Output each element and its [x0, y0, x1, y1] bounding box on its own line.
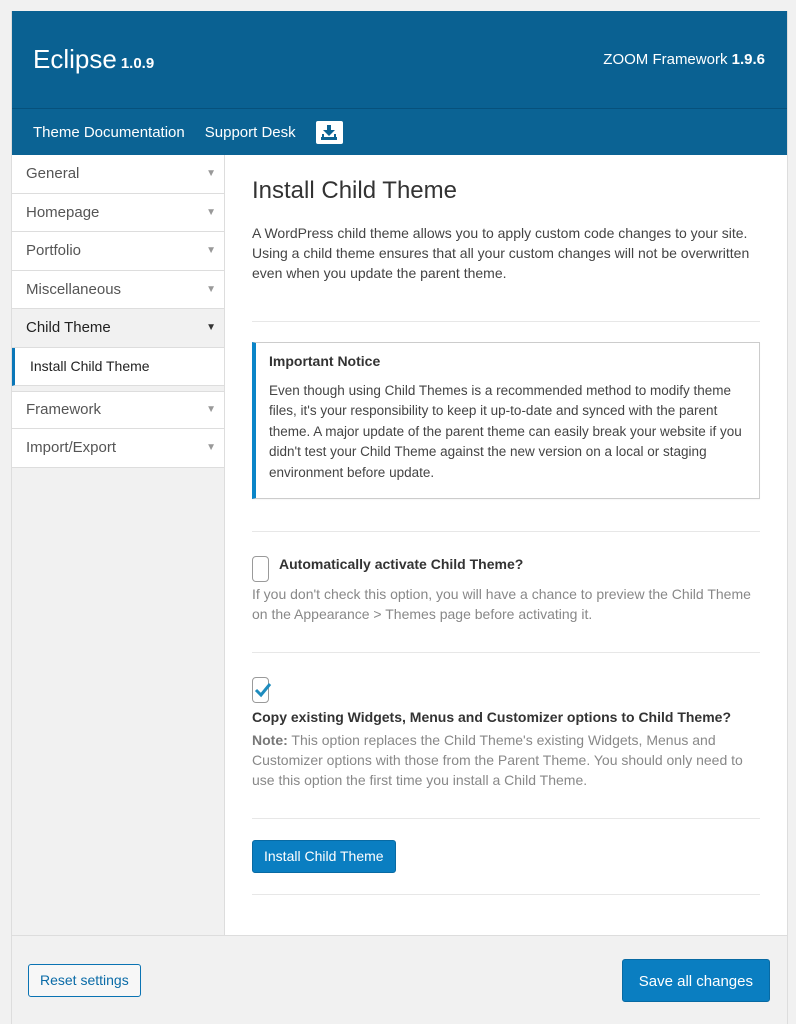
- notice-title: Important Notice: [269, 353, 381, 369]
- page-description: A WordPress child theme allows you to apply custom code changes to your site. Using a child theme ensures that all your custom changes will not be overwritten even when you update the parent theme.: [252, 223, 760, 322]
- copy-widgets-label: Copy existing Widgets, Menus and Customizer options to Child Theme?: [252, 709, 732, 726]
- framework-label: ZOOM Framework: [603, 51, 728, 68]
- save-all-changes-button[interactable]: Save all changes: [622, 959, 770, 1002]
- subnav: [12, 109, 787, 155]
- sidebar: [12, 155, 225, 935]
- download-icon[interactable]: [316, 121, 343, 144]
- copy-widgets-description: [252, 730, 760, 790]
- framework-info: [603, 51, 765, 68]
- caret-down-icon: ▼: [206, 168, 216, 180]
- copy-widgets-checkbox[interactable]: [252, 677, 269, 703]
- auto-activate-label: Automatically activate Child Theme?: [279, 556, 524, 573]
- sidebar-item-label: General: [26, 165, 80, 183]
- caret-down-icon: ▼: [206, 442, 216, 454]
- divider: [252, 818, 760, 819]
- framework-version: 1.9.6: [731, 51, 765, 68]
- sidebar-item-label: Homepage: [26, 203, 100, 221]
- support-desk-link[interactable]: Support Desk: [204, 123, 296, 141]
- option-auto-activate: [252, 532, 760, 624]
- sidebar-item-label: Framework: [26, 401, 102, 419]
- sidebar-item-homepage[interactable]: [12, 194, 224, 233]
- sidebar-item-label: Child Theme: [26, 319, 111, 337]
- sidebar-item-framework[interactable]: [12, 391, 224, 430]
- caret-down-icon: ▼: [206, 206, 216, 218]
- notice-text: Even though using Child Themes is a recommended method to modify theme files, it's your responsibility to keep it up-to-date and synced with the parent theme. A major update of the parent theme can easily break your website if you didn't test your Child Theme against the new version on a local or staging environment before update.: [269, 383, 742, 480]
- divider: [252, 894, 760, 895]
- footer: [12, 935, 787, 1024]
- theme-documentation-link[interactable]: Theme Documentation: [33, 123, 185, 141]
- theme-name: Eclipse: [33, 44, 117, 74]
- reset-settings-button[interactable]: Reset settings: [28, 964, 141, 997]
- sidebar-item-portfolio[interactable]: [12, 232, 224, 271]
- note-label: Note:: [252, 732, 288, 749]
- caret-down-icon: ▼: [206, 245, 216, 257]
- option-copy-widgets: [252, 653, 760, 790]
- sidebar-item-child-theme[interactable]: [12, 309, 224, 348]
- sidebar-subitem-install-child-theme[interactable]: Install Child Theme: [12, 348, 224, 386]
- caret-down-icon: ▼: [206, 404, 216, 416]
- header: [12, 11, 787, 109]
- sidebar-item-label: Portfolio: [26, 242, 82, 260]
- sidebar-item-import-export[interactable]: [12, 429, 224, 468]
- checkmark-icon: [254, 682, 272, 698]
- theme-title: [33, 44, 154, 75]
- note-text: This option replaces the Child Theme's existing Widgets, Menus and Customizer options with those from the Parent Theme. You should only need to use this option the first time you install a Child Theme.: [252, 732, 743, 789]
- auto-activate-description: If you don't check this option, you will have a chance to preview the Child Theme on the Appearance > Themes page before activating it.: [252, 586, 751, 623]
- caret-down-icon: ▼: [206, 322, 216, 334]
- theme-version: 1.0.9: [120, 55, 155, 72]
- sidebar-item-label: Import/Export: [26, 439, 117, 457]
- sidebar-item-miscellaneous[interactable]: [12, 271, 224, 310]
- sidebar-item-general[interactable]: [12, 155, 224, 194]
- install-child-theme-button[interactable]: Install Child Theme: [252, 840, 396, 873]
- main-content: [225, 155, 787, 935]
- page-title: Install Child Theme: [252, 177, 457, 204]
- theme-options-panel: [11, 11, 788, 1024]
- sidebar-item-label: Miscellaneous: [26, 280, 122, 298]
- auto-activate-checkbox[interactable]: [252, 556, 269, 582]
- important-notice: [252, 342, 760, 499]
- caret-down-icon: ▼: [206, 283, 216, 295]
